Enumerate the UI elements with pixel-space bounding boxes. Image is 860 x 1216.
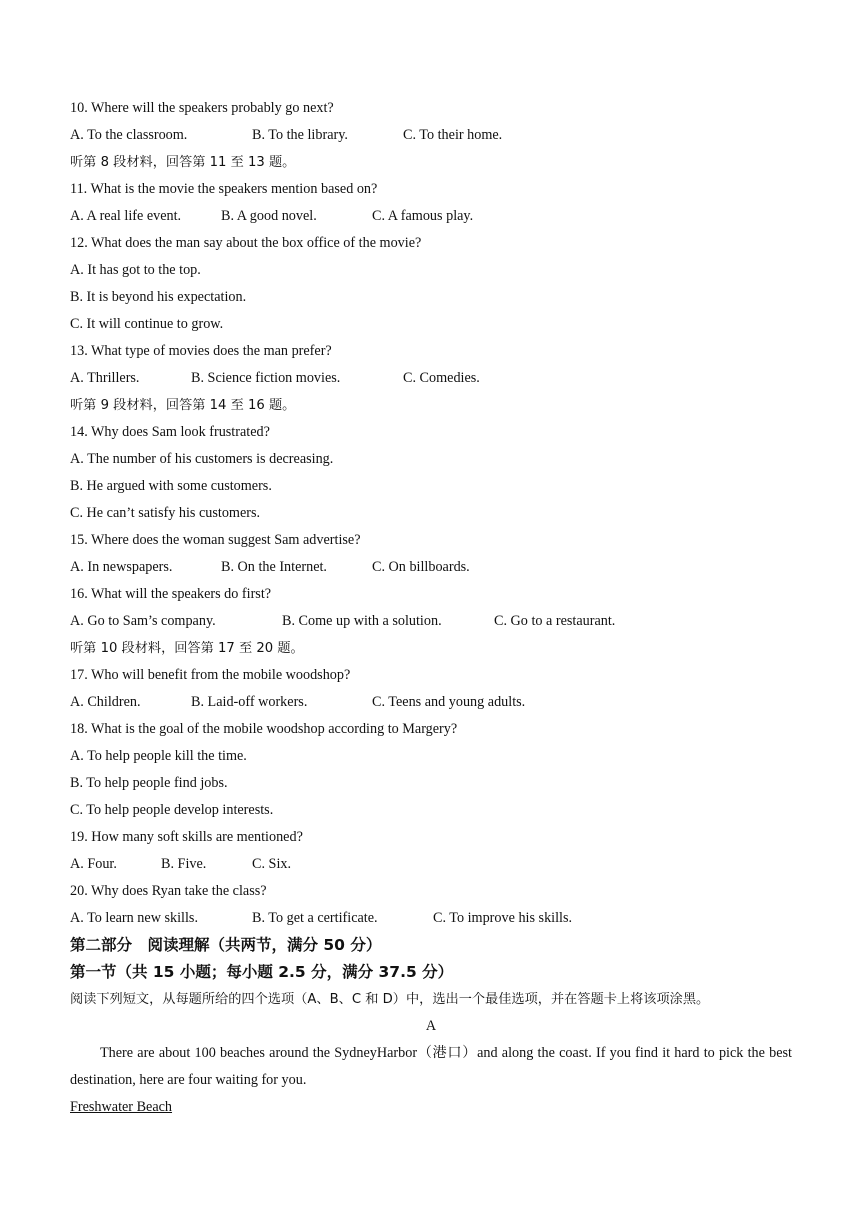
- option-b: B. Laid-off workers.: [191, 694, 308, 710]
- question-11: [70, 176, 792, 203]
- option-c: C. To help people develop interests.: [70, 802, 274, 818]
- question-13: [70, 338, 792, 365]
- options-17: [70, 689, 792, 716]
- question-stem: 14. Why does Sam look frustrated?: [70, 424, 270, 440]
- question-stem: 20. Why does Ryan take the class?: [70, 883, 267, 899]
- question-stem: 13. What type of movies does the man prefer?: [70, 343, 332, 359]
- question-stem: 17. Who will benefit from the mobile woodshop?: [70, 667, 351, 683]
- option-c: C. Six.: [252, 856, 292, 872]
- question-19: [70, 824, 792, 851]
- question-stem: 11. What is the movie the speakers mention based on?: [70, 181, 378, 197]
- question-stem: 18. What is the goal of the mobile woodshop according to Margery?: [70, 721, 458, 737]
- option-c: C. It will continue to grow.: [70, 316, 224, 332]
- option-a: A. The number of his customers is decreasing.: [70, 451, 334, 467]
- option-c: C. Comedies.: [403, 370, 480, 386]
- section-instruction-10: 听第 10 段材料，回答第 17 至 20 题。: [70, 641, 304, 656]
- option-a: A. A real life event.: [70, 208, 182, 224]
- options-16: [70, 608, 792, 635]
- section-instruction-8: 听第 8 段材料，回答第 11 至 13 题。: [70, 155, 296, 170]
- option-c: C. To their home.: [403, 127, 503, 143]
- option-a: A. To help people kill the time.: [70, 748, 247, 764]
- question-12: [70, 230, 792, 257]
- question-20: [70, 878, 792, 905]
- option-b: B. Science fiction movies.: [191, 370, 341, 386]
- option-b: B. To get a certificate.: [252, 910, 378, 926]
- option-b: B. To the library.: [252, 127, 348, 143]
- question-18: [70, 716, 792, 743]
- option-b: B. To help people find jobs.: [70, 775, 228, 791]
- option-b: B. It is beyond his expectation.: [70, 289, 247, 305]
- option-a: A. It has got to the top.: [70, 262, 201, 278]
- passage-paragraph: There are about 100 beaches around the SydneyHarbor（港口）and along the coast. If you find it hard to pick the best destination, here are four waiting for you.: [70, 1045, 792, 1088]
- options-11: [70, 203, 792, 230]
- option-a: A. To the classroom.: [70, 127, 188, 143]
- option-c: C. To improve his skills.: [433, 910, 573, 926]
- question-10: [70, 95, 792, 122]
- option-b: B. On the Internet.: [221, 559, 327, 575]
- option-a: A. In newspapers.: [70, 559, 173, 575]
- option-b: B. Come up with a solution.: [282, 613, 442, 629]
- question-14: [70, 419, 792, 446]
- option-b: B. Five.: [161, 856, 207, 872]
- options-20: [70, 905, 792, 932]
- option-c: C. A famous play.: [372, 208, 474, 224]
- question-stem: 19. How many soft skills are mentioned?: [70, 829, 303, 845]
- options-10: [70, 122, 792, 149]
- option-c: C. Go to a restaurant.: [494, 613, 616, 629]
- question-15: [70, 527, 792, 554]
- option-b: B. A good novel.: [221, 208, 317, 224]
- question-stem: 15. Where does the woman suggest Sam advertise?: [70, 532, 361, 548]
- question-stem: 16. What will the speakers do first?: [70, 586, 272, 602]
- question-17: [70, 662, 792, 689]
- option-b: B. He argued with some customers.: [70, 478, 272, 494]
- option-a: A. Four.: [70, 856, 117, 872]
- options-19: [70, 851, 792, 878]
- section-instruction-9: 听第 9 段材料，回答第 14 至 16 题。: [70, 398, 296, 413]
- question-stem: 12. What does the man say about the box office of the movie?: [70, 235, 422, 251]
- option-c: C. He can’t satisfy his customers.: [70, 505, 261, 521]
- question-stem: 10. Where will the speakers probably go next?: [70, 100, 334, 116]
- exam-page: [70, 95, 792, 1121]
- options-13: [70, 365, 792, 392]
- question-16: [70, 581, 792, 608]
- subheading-freshwater-beach: Freshwater Beach: [70, 1099, 173, 1115]
- part-two-heading: 第二部分 阅读理解（共两节，满分 50 分）: [70, 936, 382, 954]
- option-a: A. Children.: [70, 694, 141, 710]
- reading-instruction: 阅读下列短文，从每题所给的四个选项（A、B、C 和 D）中，选出一个最佳选项，并在答题卡上将该项涂黑。: [70, 992, 710, 1007]
- option-c: C. Teens and young adults.: [372, 694, 526, 710]
- option-a: A. To learn new skills.: [70, 910, 198, 926]
- passage-label: A: [425, 1018, 437, 1034]
- option-a: A. Go to Sam’s company.: [70, 613, 216, 629]
- option-a: A. Thrillers.: [70, 370, 140, 386]
- options-15: [70, 554, 792, 581]
- option-c: C. On billboards.: [372, 559, 470, 575]
- section-one-heading: 第一节（共 15 小题；每小题 2.5 分，满分 37.5 分）: [70, 963, 454, 981]
